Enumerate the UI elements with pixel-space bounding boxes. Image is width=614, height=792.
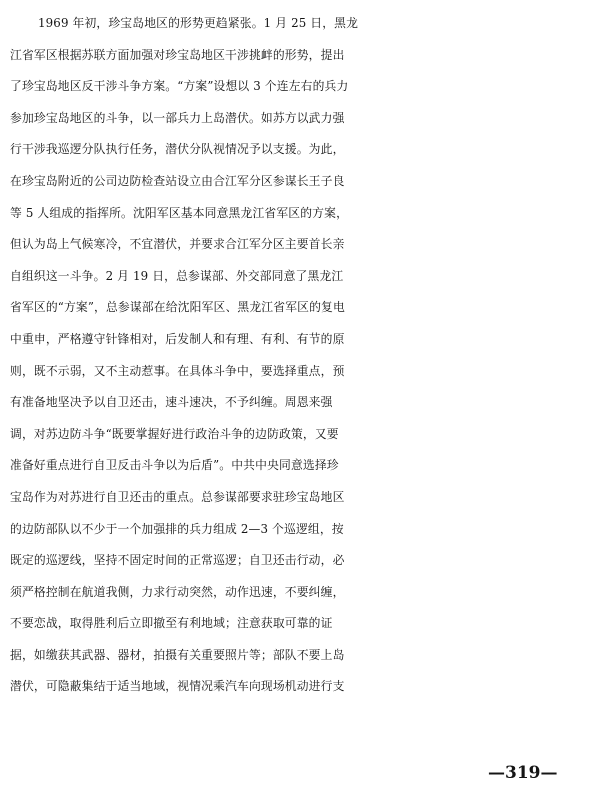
- text-line: 行干涉我巡逻分队执行任务，潜伏分队视情况予以支援。为此，: [10, 142, 345, 157]
- text-line: 的边防部队以不少于一个加强排的兵力组成 2—3 个巡逻组，按: [10, 521, 344, 536]
- text-line: 调，对苏边防斗争“既要掌握好进行政治斗争的边防政策，又要: [10, 426, 339, 441]
- text-line: 宝岛作为对苏进行自卫还击的重点。总参谋部要求驻珍宝岛地区: [10, 489, 345, 504]
- text-line: 参加珍宝岛地区的斗争，以一部兵力上岛潜伏。如苏方以武力强: [10, 110, 345, 125]
- text-line: 1969 年初，珍宝岛地区的形势更趋紧张。1 月 25 日，黑龙: [38, 16, 359, 30]
- text-line: 则，既不示弱，又不主动惹事。在具体斗争中，要选择重点，预: [10, 363, 345, 378]
- text-line: 等 5 人组成的指挥所。沈阳军区基本同意黑龙江省军区的方案，: [10, 205, 349, 220]
- text-line: 不要恋战，取得胜利后立即撤至有利地域；注意获取可靠的证: [10, 616, 333, 631]
- text-line: 在珍宝岛附近的公司边防检查站设立由合江军分区参谋长王子良: [10, 173, 345, 188]
- text-line: 了珍宝岛地区反干涉斗争方案。“方案”设想以 3 个连左右的兵力: [10, 79, 349, 94]
- text-line: 准备好重点进行自卫反击斗争以为后盾”。中共中央同意选择珍: [10, 458, 339, 473]
- text-line: 据，如缴获其武器、器材，拍摄有关重要照片等；部队不要上岛: [10, 647, 345, 662]
- page-number: —319—: [488, 763, 558, 783]
- text-line: 但认为岛上气候寒冷，不宜潜伏，并要求合江军分区主要首长亲: [10, 237, 345, 252]
- text-line: 既定的巡逻线，坚持不固定时间的正常巡逻；自卫还击行动，必: [10, 553, 345, 568]
- text-line: 江省军区根据苏联方面加强对珍宝岛地区干涉挑衅的形势，提出: [10, 47, 345, 62]
- text-line: 潜伏，可隐蔽集结于适当地域，视情况乘汽车向现场机动进行支: [10, 679, 345, 694]
- text-line: 须严格控制在航道我侧，力求行动突然，动作迅速，不要纠缠，: [10, 584, 345, 599]
- body-text: [10, 8, 610, 703]
- text-line: 有准备地坚决予以自卫还击，速斗速决，不予纠缠。周恩来强: [10, 395, 333, 410]
- text-line: 中重申，严格遵守针锋相对，后发制人和有理、有利、有节的原: [10, 331, 345, 346]
- text-line: 省军区的“方案”，总参谋部在给沈阳军区、黑龙江省军区的复电: [10, 300, 345, 315]
- text-line: 自组织这一斗争。2 月 19 日，总参谋部、外交部同意了黑龙江: [10, 268, 344, 283]
